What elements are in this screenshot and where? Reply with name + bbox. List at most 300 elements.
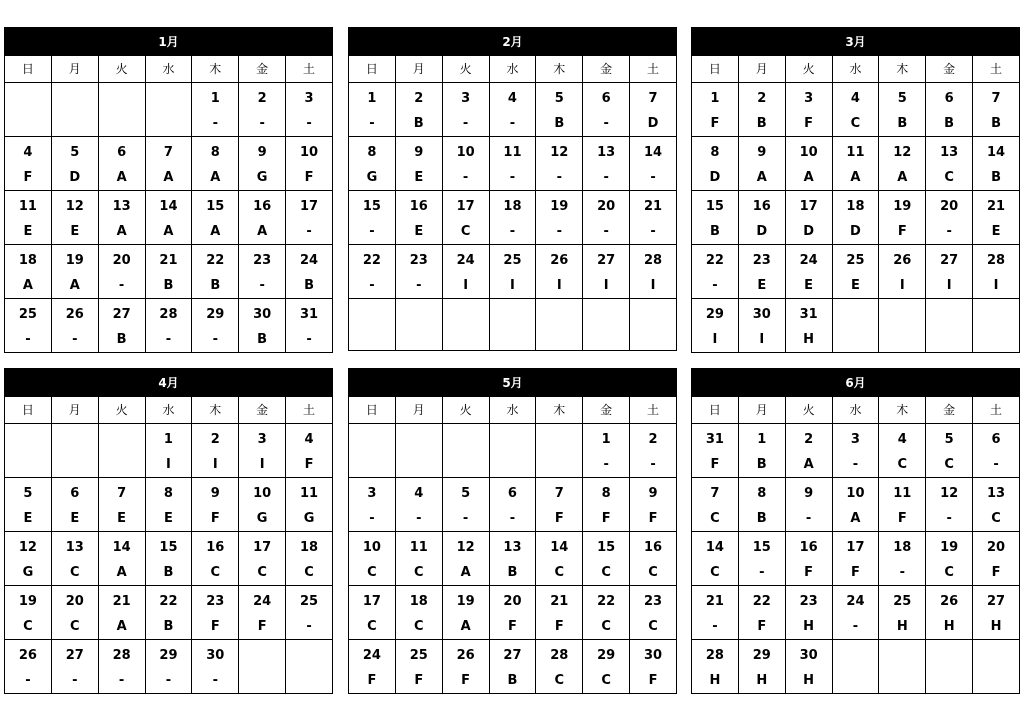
day-number: 21	[98, 586, 145, 615]
day-code: F	[738, 614, 785, 640]
day-code: F	[192, 614, 239, 640]
day-number: 29	[738, 640, 785, 669]
day-number: 5	[879, 83, 926, 112]
day-code: A	[879, 165, 926, 191]
day-number	[973, 640, 1020, 669]
day-code: C	[926, 560, 973, 586]
day-code: C	[536, 560, 583, 586]
day-number: 29	[192, 299, 239, 328]
day-code: -	[349, 273, 396, 299]
week-date-row	[349, 640, 677, 669]
week-date-row	[349, 191, 677, 220]
day-code: D	[51, 165, 98, 191]
day-code: -	[286, 614, 333, 640]
day-number: 12	[51, 191, 98, 220]
day-number: 29	[583, 640, 630, 669]
day-code: I	[583, 273, 630, 299]
week-date-row	[349, 532, 677, 561]
day-number: 16	[395, 191, 442, 220]
day-number: 22	[349, 245, 396, 274]
day-code: -	[630, 452, 677, 478]
day-number: 25	[395, 640, 442, 669]
week-code-row	[5, 506, 333, 532]
day-code: G	[5, 560, 52, 586]
week-code-row	[692, 452, 1020, 478]
day-number: 25	[832, 245, 879, 274]
day-number: 7	[98, 478, 145, 507]
day-code: F	[692, 452, 739, 478]
week-code-row	[349, 506, 677, 532]
day-code: F	[785, 111, 832, 137]
day-code	[536, 326, 583, 351]
day-number	[51, 424, 98, 453]
day-code: C	[395, 614, 442, 640]
day-code: I	[536, 273, 583, 299]
weekday-label: 金	[583, 397, 630, 424]
day-number: 30	[785, 640, 832, 669]
day-code: D	[785, 219, 832, 245]
day-number: 28	[536, 640, 583, 669]
day-code: B	[738, 506, 785, 532]
weekday-label: 水	[145, 56, 192, 83]
day-number: 9	[785, 478, 832, 507]
day-number: 19	[536, 191, 583, 220]
weekday-label: 月	[395, 397, 442, 424]
weekday-label: 火	[442, 56, 489, 83]
day-number: 24	[442, 245, 489, 274]
day-number: 4	[489, 83, 536, 112]
day-code: -	[692, 273, 739, 299]
day-number	[832, 299, 879, 328]
weekday-header-row	[5, 397, 333, 424]
week-date-row	[5, 532, 333, 561]
day-code: F	[349, 668, 396, 694]
day-code: C	[349, 560, 396, 586]
day-number: 5	[51, 137, 98, 166]
day-code: -	[98, 273, 145, 299]
day-code: B	[879, 111, 926, 137]
weekday-label: 月	[738, 56, 785, 83]
day-number: 2	[239, 83, 286, 112]
week-code-row	[692, 668, 1020, 694]
day-code: -	[489, 165, 536, 191]
day-code: F	[5, 165, 52, 191]
day-number: 11	[489, 137, 536, 166]
day-code	[489, 326, 536, 351]
day-number: 8	[192, 137, 239, 166]
day-code: I	[192, 452, 239, 478]
day-number: 9	[239, 137, 286, 166]
day-number: 18	[395, 586, 442, 615]
day-number	[395, 424, 442, 453]
day-code: B	[239, 327, 286, 353]
day-code: A	[832, 165, 879, 191]
day-code: C	[442, 219, 489, 245]
day-code: A	[98, 219, 145, 245]
day-number: 5	[926, 424, 973, 453]
week-date-row	[5, 640, 333, 669]
day-number: 17	[286, 191, 333, 220]
day-code: -	[583, 165, 630, 191]
day-code: F	[630, 668, 677, 694]
month-block	[691, 368, 1020, 694]
day-code: C	[51, 614, 98, 640]
day-code: -	[879, 560, 926, 586]
day-number: 7	[630, 83, 677, 112]
day-code: H	[973, 614, 1020, 640]
day-code: F	[879, 219, 926, 245]
day-number: 11	[879, 478, 926, 507]
day-number: 14	[630, 137, 677, 166]
day-code	[145, 111, 192, 137]
day-code: D	[738, 219, 785, 245]
day-code: I	[489, 273, 536, 299]
day-number: 26	[442, 640, 489, 669]
day-code: I	[973, 273, 1020, 299]
day-code: -	[145, 327, 192, 353]
day-number: 20	[489, 586, 536, 615]
weekday-label: 月	[51, 56, 98, 83]
day-code: G	[239, 165, 286, 191]
day-code: -	[583, 452, 630, 478]
day-number: 5	[5, 478, 52, 507]
month-table	[4, 396, 333, 694]
day-number	[98, 83, 145, 112]
weekday-label: 金	[239, 56, 286, 83]
day-code: -	[583, 111, 630, 137]
week-code-row	[692, 111, 1020, 137]
day-code	[349, 326, 396, 351]
day-code: C	[192, 560, 239, 586]
day-number: 23	[192, 586, 239, 615]
weekday-label: 土	[973, 56, 1020, 83]
weekday-label: 木	[879, 56, 926, 83]
week-code-row	[349, 326, 677, 351]
day-code: B	[489, 668, 536, 694]
day-code: A	[98, 165, 145, 191]
day-number: 21	[145, 245, 192, 274]
day-number: 24	[239, 586, 286, 615]
day-code: B	[98, 327, 145, 353]
month-block	[4, 27, 333, 353]
week-date-row	[5, 424, 333, 453]
day-number: 28	[630, 245, 677, 274]
day-number: 14	[536, 532, 583, 561]
weekday-label: 火	[98, 56, 145, 83]
day-code: B	[145, 560, 192, 586]
day-code: C	[832, 111, 879, 137]
day-number: 29	[145, 640, 192, 669]
day-code: B	[489, 560, 536, 586]
day-code: E	[973, 219, 1020, 245]
weekday-header-row	[692, 56, 1020, 83]
day-code: -	[832, 452, 879, 478]
day-code	[973, 327, 1020, 353]
day-number	[630, 299, 677, 327]
day-number: 27	[926, 245, 973, 274]
day-number: 17	[349, 586, 396, 615]
week-code-row	[692, 273, 1020, 299]
day-code	[395, 326, 442, 351]
day-number: 15	[192, 191, 239, 220]
weekday-label: 日	[692, 397, 739, 424]
weekday-label: 水	[145, 397, 192, 424]
day-code: B	[536, 111, 583, 137]
day-number: 28	[98, 640, 145, 669]
day-code: I	[630, 273, 677, 299]
day-code: -	[395, 273, 442, 299]
day-code: G	[239, 506, 286, 532]
weekday-label: 月	[51, 397, 98, 424]
weekday-label: 金	[926, 56, 973, 83]
day-code: A	[832, 506, 879, 532]
day-code: B	[192, 273, 239, 299]
day-number: 21	[536, 586, 583, 615]
day-number: 3	[286, 83, 333, 112]
day-number: 3	[349, 478, 396, 507]
day-number: 8	[145, 478, 192, 507]
day-code: -	[442, 165, 489, 191]
day-number: 27	[98, 299, 145, 328]
day-code: -	[192, 668, 239, 694]
day-code: F	[832, 560, 879, 586]
day-number: 18	[832, 191, 879, 220]
day-code: B	[692, 219, 739, 245]
day-number: 8	[692, 137, 739, 166]
day-code	[51, 452, 98, 478]
day-code: F	[286, 165, 333, 191]
day-code	[583, 326, 630, 351]
day-number: 30	[738, 299, 785, 328]
day-code: -	[51, 668, 98, 694]
day-number: 21	[973, 191, 1020, 220]
day-number: 31	[286, 299, 333, 328]
day-code: F	[286, 452, 333, 478]
day-number: 18	[286, 532, 333, 561]
day-number	[98, 424, 145, 453]
day-code: E	[5, 219, 52, 245]
day-number	[349, 299, 396, 327]
day-code: -	[785, 506, 832, 532]
day-number: 13	[98, 191, 145, 220]
day-number: 12	[536, 137, 583, 166]
week-code-row	[5, 614, 333, 640]
day-code: F	[192, 506, 239, 532]
day-number: 13	[583, 137, 630, 166]
day-number: 1	[692, 83, 739, 112]
day-code: F	[395, 668, 442, 694]
week-code-row	[5, 165, 333, 191]
day-code: -	[192, 327, 239, 353]
day-code: C	[973, 506, 1020, 532]
weekday-label: 日	[5, 397, 52, 424]
day-code: A	[145, 165, 192, 191]
weekday-label: 土	[286, 56, 333, 83]
day-number	[583, 299, 630, 327]
day-number: 11	[395, 532, 442, 561]
day-code: H	[738, 668, 785, 694]
day-number: 27	[583, 245, 630, 274]
week-code-row	[692, 560, 1020, 586]
day-number	[442, 299, 489, 327]
day-code: -	[738, 560, 785, 586]
week-code-row	[349, 111, 677, 137]
day-code: B	[738, 111, 785, 137]
day-number: 9	[395, 137, 442, 166]
day-code: A	[442, 560, 489, 586]
weekday-label: 土	[286, 397, 333, 424]
day-number: 16	[785, 532, 832, 561]
week-date-row	[349, 424, 677, 453]
week-code-row	[349, 165, 677, 191]
weekday-label: 火	[785, 397, 832, 424]
day-code: I	[145, 452, 192, 478]
week-date-row	[692, 424, 1020, 453]
day-code: -	[832, 614, 879, 640]
day-code: C	[692, 506, 739, 532]
day-number: 30	[192, 640, 239, 669]
day-number	[926, 299, 973, 328]
week-code-row	[5, 219, 333, 245]
day-code: C	[286, 560, 333, 586]
day-code: E	[785, 273, 832, 299]
day-number	[489, 424, 536, 453]
day-code: C	[630, 560, 677, 586]
day-number: 26	[51, 299, 98, 328]
week-date-row	[692, 191, 1020, 220]
day-number: 10	[286, 137, 333, 166]
day-code: E	[395, 219, 442, 245]
week-code-row	[349, 273, 677, 299]
day-code: B	[738, 452, 785, 478]
weekday-header-row	[349, 397, 677, 424]
weekday-label: 金	[239, 397, 286, 424]
day-number: 25	[286, 586, 333, 615]
day-code: I	[926, 273, 973, 299]
day-number: 31	[785, 299, 832, 328]
day-code: H	[879, 614, 926, 640]
day-code: F	[489, 614, 536, 640]
day-code	[442, 326, 489, 351]
day-code: -	[630, 219, 677, 245]
month-table	[691, 55, 1020, 353]
day-code: C	[51, 560, 98, 586]
weekday-label: 水	[832, 56, 879, 83]
weekday-label: 金	[926, 397, 973, 424]
day-code: -	[489, 111, 536, 137]
day-number: 13	[51, 532, 98, 561]
day-code: A	[442, 614, 489, 640]
month-title: 3月	[691, 27, 1020, 55]
day-code: E	[145, 506, 192, 532]
week-code-row	[5, 560, 333, 586]
day-number: 23	[239, 245, 286, 274]
day-code: E	[98, 506, 145, 532]
day-code: -	[536, 219, 583, 245]
week-code-row	[5, 273, 333, 299]
day-number: 12	[442, 532, 489, 561]
day-number: 16	[738, 191, 785, 220]
day-number: 7	[692, 478, 739, 507]
day-number: 2	[395, 83, 442, 112]
day-number: 26	[926, 586, 973, 615]
day-code: B	[926, 111, 973, 137]
day-code	[239, 668, 286, 694]
day-number	[879, 640, 926, 669]
day-number: 18	[879, 532, 926, 561]
day-number	[973, 299, 1020, 328]
day-number: 3	[442, 83, 489, 112]
day-code: A	[785, 165, 832, 191]
day-code	[832, 327, 879, 353]
day-number: 12	[879, 137, 926, 166]
day-code: C	[692, 560, 739, 586]
day-code: F	[239, 614, 286, 640]
day-number: 8	[738, 478, 785, 507]
day-code	[879, 668, 926, 694]
weekday-label: 土	[630, 397, 677, 424]
day-number: 15	[583, 532, 630, 561]
day-number	[926, 640, 973, 669]
day-code	[489, 452, 536, 478]
weekday-label: 土	[630, 56, 677, 83]
day-code: -	[489, 219, 536, 245]
day-code: C	[926, 452, 973, 478]
day-code: -	[349, 111, 396, 137]
month-table	[348, 396, 677, 694]
day-code	[536, 452, 583, 478]
week-code-row	[692, 506, 1020, 532]
day-code: -	[286, 111, 333, 137]
day-number: 24	[832, 586, 879, 615]
day-number: 20	[51, 586, 98, 615]
day-code: A	[5, 273, 52, 299]
day-number: 5	[442, 478, 489, 507]
week-date-row	[349, 137, 677, 166]
day-code	[286, 668, 333, 694]
day-number	[395, 299, 442, 327]
day-code: F	[692, 111, 739, 137]
weekday-label: 土	[973, 397, 1020, 424]
month-block	[691, 27, 1020, 353]
day-code: -	[286, 327, 333, 353]
week-date-row	[5, 137, 333, 166]
day-code: -	[51, 327, 98, 353]
day-code: A	[98, 614, 145, 640]
week-date-row	[5, 586, 333, 615]
day-code	[832, 668, 879, 694]
weekday-header-row	[5, 56, 333, 83]
day-code: D	[630, 111, 677, 137]
weekday-label: 火	[98, 397, 145, 424]
day-number	[5, 83, 52, 112]
day-code: A	[738, 165, 785, 191]
week-date-row	[349, 478, 677, 507]
month-block	[348, 368, 677, 694]
day-number: 19	[51, 245, 98, 274]
weekday-label: 水	[832, 397, 879, 424]
day-code: -	[692, 614, 739, 640]
day-code: B	[286, 273, 333, 299]
month-table	[4, 55, 333, 353]
day-number: 9	[192, 478, 239, 507]
day-code: C	[926, 165, 973, 191]
month-title: 1月	[4, 27, 333, 55]
day-code: H	[692, 668, 739, 694]
week-date-row	[692, 586, 1020, 615]
day-number: 11	[832, 137, 879, 166]
day-code: -	[442, 506, 489, 532]
